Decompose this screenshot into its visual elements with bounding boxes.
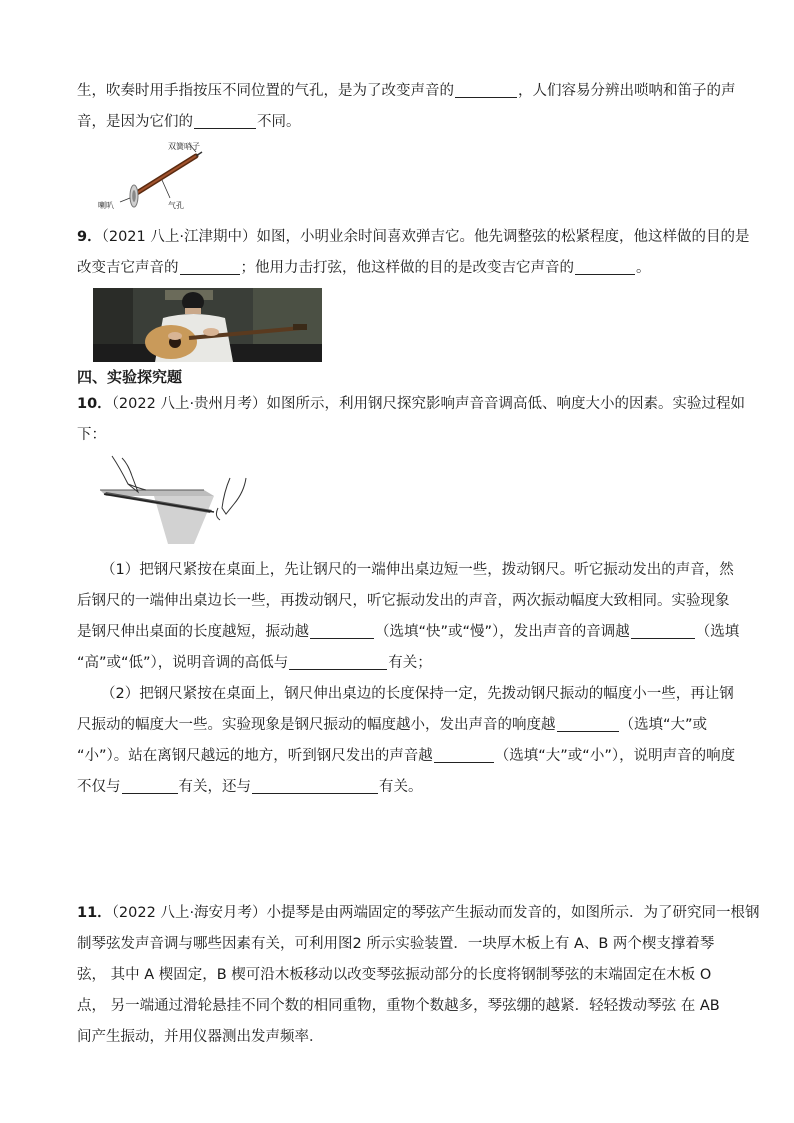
answer-blank[interactable] xyxy=(194,110,256,129)
question-10-text: 10．（2022 八上·贵州月考）如图所示，利用钢尺探究影响声音音调高低、响度大小的因素。实验过程如 下： xyxy=(77,396,746,443)
fig-label-horn: 喇叭 xyxy=(98,201,114,210)
answer-blank[interactable] xyxy=(631,620,695,639)
guitar-player-photo xyxy=(93,288,322,362)
answer-blank[interactable] xyxy=(455,79,517,98)
answer-blank[interactable] xyxy=(575,256,635,275)
fig-label-reed: 双簧哨子 xyxy=(168,142,200,151)
answer-blank[interactable] xyxy=(434,744,494,763)
section-heading: 四、实验探究题 xyxy=(77,368,183,386)
answer-blank[interactable] xyxy=(289,651,387,670)
answer-blank[interactable] xyxy=(122,775,178,794)
answer-blank[interactable] xyxy=(180,256,240,275)
question-9-text: 9．（2021 八上·江津期中）如图，小明业余时间喜欢弹吉它。他先调整弦的松紧程度，他这样做的目的是 改变吉它声音的 ；他用力击打弦，他这样做的目的是改变吉它声音的 。 xyxy=(77,229,750,276)
suona-figure xyxy=(92,140,212,216)
answer-blank[interactable] xyxy=(310,620,374,639)
question-10-body: （1）把钢尺紧按在桌面上，先让钢尺的一端伸出桌边短一些，拨动钢尺。听它振动发出的声音，然 后钢尺的一端伸出桌边长一些，再拨动钢尺，听它振动发出的声音，两次振动幅度大致相同。实验现象 是钢尺伸出桌面的长度越短，振动越 （选填“快”或“慢”），发出声音的音调越 （选填 “高”或“低”），说明音调的高低与 有关； （2）把钢尺紧按在桌面上，钢尺伸出桌边的长度保持一定，先拨动钢尺振动的幅度小一些，再让钢 尺振动的幅度大一些。实验现象是钢尺振动的幅度越小，发出声音的响度越 （选填“大”或 “小”）。站在离钢尺越远的地方，听到钢尺发出的声音越 （选填“大”或“小”），说明声音的响度 不仅与 有关，还与 有关。 xyxy=(77,562,740,795)
fig-label-hole: 气孔 xyxy=(168,201,184,210)
question-11-text: 11．（2022 八上·海安月考）小提琴是由两端固定的琴弦产生振动而发音的，如图所示．为了研究同一根钢 制琴弦发声音调与哪些因素有关，可利用图2 所示实验装置．一块厚木板上有 A、B 两个楔支撑着琴 弦， 其中 A 楔固定，B 楔可沿木板移动以改变琴弦振动部分的长度将钢制琴弦的末端固定在木板 O 点， 另一端通过滑轮悬挂不同个数的相同重物，重物个数越多，琴弦绷的越紧．轻轻拨动琴弦 在 AB 间产生振动，并用仪器测出发声频率． xyxy=(77,905,760,1045)
answer-blank[interactable] xyxy=(557,713,619,732)
question-8-text: 生，吹奏时用手指按压不同位置的气孔，是为了改变声音的 ，人们容易分辨出唢呐和笛子的声 音，是因为它们的 不同。 xyxy=(77,76,745,138)
steel-ruler-figure xyxy=(94,448,264,548)
answer-blank[interactable] xyxy=(252,775,378,794)
